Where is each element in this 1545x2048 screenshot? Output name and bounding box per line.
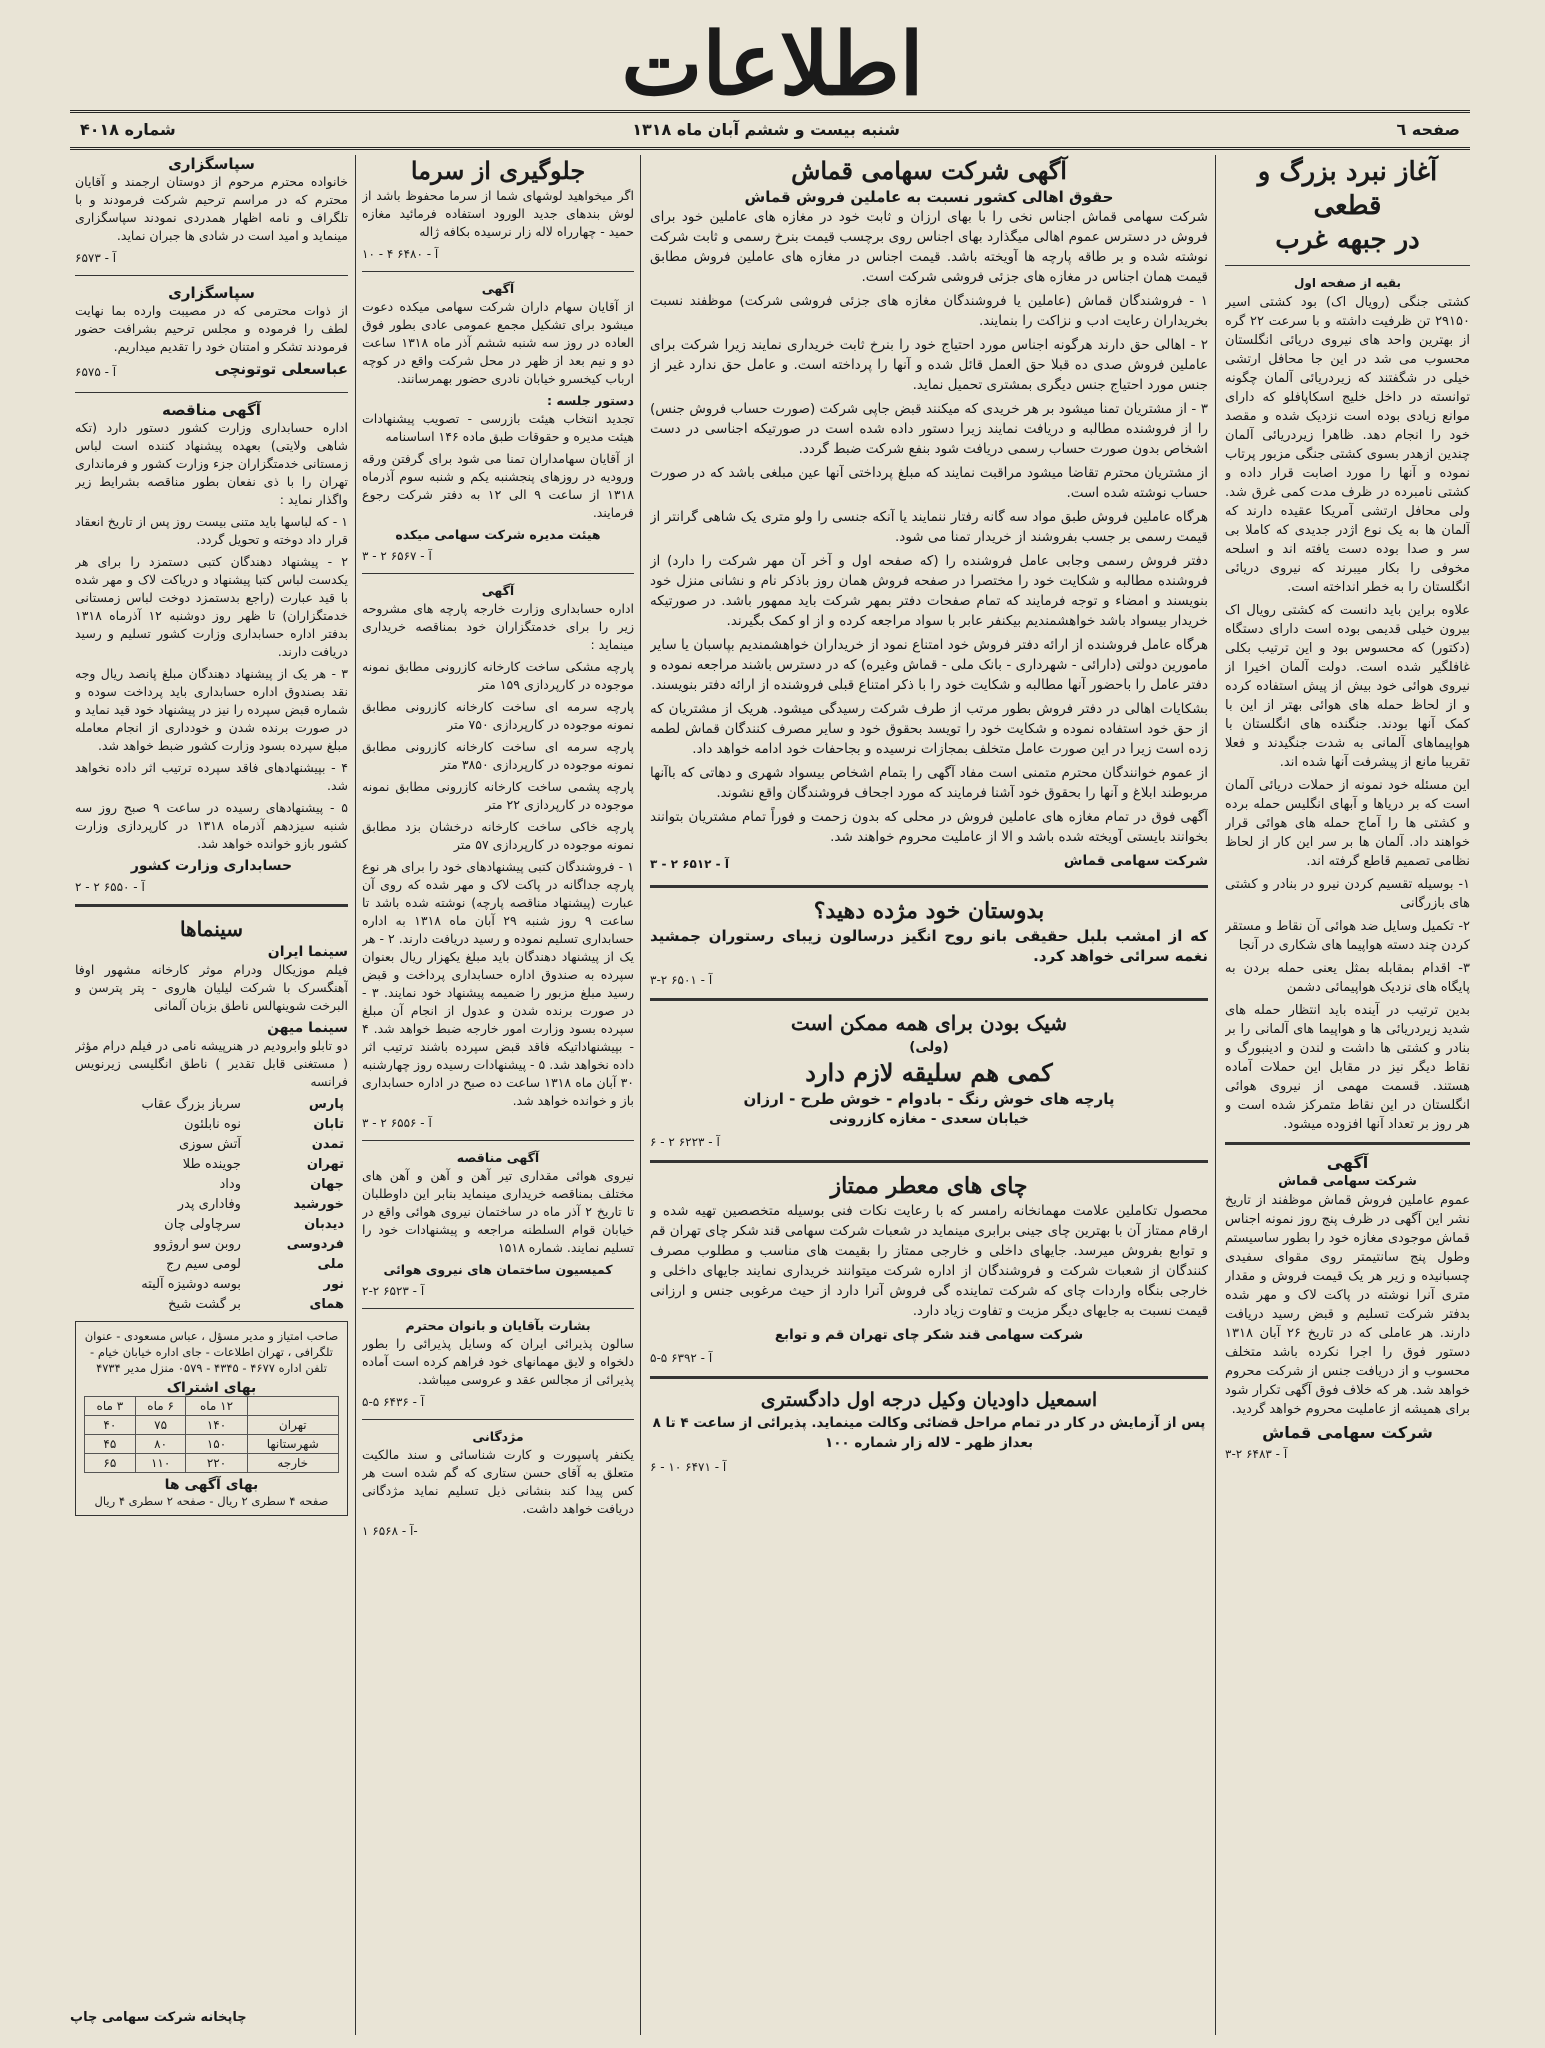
- qumash-item: ۱ - فروشندگان قماش (عاملین یا فروشندگان مغازه های جزئی فروشی شرکت) موظفند نسبت بخریداران رعایت ادب و نزاکت را بنمایند.: [650, 293, 1208, 329]
- cinema-name: ملی: [317, 1257, 344, 1272]
- table-row: [85, 1435, 339, 1454]
- thanks2-ad-body: از ذوات محترمی که در مصیبت وارده بما نهایت لطف را فرموده و مجلس ترحیم بشرافت حضور فرمودند تشکر و امتنان خود را تقدیم میداریم.: [75, 303, 348, 354]
- table-header-row: [85, 1397, 339, 1416]
- qumash-title: آگهی شرکت سهامی قماش: [791, 156, 1067, 185]
- imprint-text: صاحب امتیاز و مدیر مسؤل ، عباس مسعودی - عنوان تلگرافی ، تهران اطلاعات - جای اداره خیابان خیام - تلفن اداره ۴۶۷۷ - ۴۳۴۵ - ۰۵۷۹ منزل مدیر ۴۷۳۴: [84, 1329, 339, 1375]
- table-header: ۱۲ ماه: [186, 1397, 247, 1416]
- tender-item: ۱ - که لباسها باید متنی بیست روز پس از تاریخ انعقاد قرار داد دوخته و تحویل گردد.: [75, 514, 348, 547]
- subscription-table: [84, 1396, 339, 1473]
- fabric-item: پارچه سرمه ای ساخت کارخانه کازرونی مطابق نمونه موجوده در کارپردازی ۷۵۰ متر: [362, 699, 634, 732]
- thanks-ad-body: خانواده محترم مرحوم از دوستان ارجمند و آقایان محترم که در مراسم ترحیم شرکت فرمودند و با تلگراف و نامه اظهار همدردی نمودند سپاسگزاری مینماید و امید است در شادی ها جبران نماید.: [75, 174, 348, 243]
- fabric-ad-body: پارچه های خوش رنگ - بادوام - خوش طرح - ارزان: [743, 1090, 1115, 1108]
- qumash-item: ۲ - اهالی حق دارند هرگونه اجناس مورد احتیاج خود را بنرخ ثابت خریداری نمایند زیرا شرکت برای عاملین فروش صدی ده قبلا حق العمل قائل شده و آنها را پرداخته است. و عامل حق ندارد غیر از جنس مورد احتیاج جنس دیگری بمشتری تحمیل نماید.: [650, 337, 1208, 393]
- tender-item: ۳ - هر یک از پیشنهاد دهندگان مبلغ پانصد ریال وجه نقد بصندوق اداره حسابداری باید پرداخت سوده و شماره قبض سپرده را نیز در پیشنهاد خود قید نماید و در صورت برنده شدن و خودداری از انجام معامله مبلغ سپرده بسود وزارت کشور ضبط خواهد شد.: [75, 666, 348, 753]
- cinema-film: سرچاولی چان: [164, 1217, 241, 1232]
- table-cell: ۸۰: [135, 1435, 186, 1454]
- tender-ad-signature: حسابداری وزارت کشور: [130, 858, 293, 874]
- cinema-name: تهران: [306, 1157, 344, 1172]
- fabric-item: پارچه پشمی ساخت کارخانه کازرونی مطابق نمونه موجوده در کارپردازی ۲۲ متر: [362, 779, 634, 812]
- qumash-paragraph: آگهی فوق در تمام مغازه های عاملین فروش در محلی که بدون زحمت و فوراً تمام مشتریان بتوانند بخوانند بایستی آویخته شده باشد و الا از عاملیت محروم خواهند شد.: [650, 809, 1208, 845]
- thanks2-ad-title: سپاسگزاری: [168, 284, 255, 302]
- cinema-film: نوه نابلئون: [184, 1117, 241, 1132]
- fabric-item: پارچه مشکی ساخت کارخانه کازرونی مطابق نمونه موجوده در کارپردازی ۱۵۹ متر: [362, 659, 634, 692]
- ad-price-body: صفحه ۴ سطری ۲ ریال - صفحه ۲ سطری ۴ ریال: [94, 1494, 329, 1508]
- dateline-bar: [70, 110, 1470, 150]
- issue-number: شماره ۴۰۱۸: [80, 120, 176, 139]
- foreign-ministry-ad-body: اداره حسابداری وزارت خارجه پارچه های مشروحه زیر را برای خدمتگزاران خود بمناقصه خریداری مینماید :: [362, 601, 634, 652]
- continued-note: بقیه از صفحه اول: [1293, 276, 1401, 290]
- tender-item: ۵ - پیشنهادهای رسیده در ساعت ۹ صبح روز سه شنبه سیزدهم آذرماه ۱۳۱۸ در کارپردازی وزارت کشور بازو خوانده خواهد شد.: [75, 800, 348, 851]
- cinemas-title: سینماها: [179, 917, 244, 941]
- war-list-item: ۳- اقدام بمقابله بمثل یعنی حمله بردن به پایگاه های نزدیک هواپیمائی دشمن: [1225, 961, 1470, 995]
- tea-ad-signature: شرکت سهامی قند شکر چای تهران قم و توابع: [774, 1327, 1084, 1343]
- cinema-film: وفاداری پدر: [177, 1197, 241, 1212]
- salon-ad-body: سالون پذیرائی ایران که وسایل پذیرائی را بطور دلخواه و لایق مهمانهای خود فراهم کرده است آماده پذیرائی از مجالس عقد و عروسی میباشد.: [362, 1336, 634, 1387]
- tender-ad-body: اداره حسابداری وزارت کشور دستور دارد (تکه شاهی ولایتی) بعهده پیشنهاد کننده است لباس زمستانی خدمتگزاران جزء وزارت کشور و فرمانداری تهران را با ذی نفعان بطور مناقصه بشرایط زیر واگذار نماید :: [75, 420, 348, 507]
- meeting-agenda: تجدید انتخاب هیئت بازرسی - تصویب پیشنهادات هیئت مدیره و حقوقات طبق ماده ۱۴۶ اساسنامه: [362, 411, 634, 444]
- cinema-name: تمدن: [311, 1137, 344, 1152]
- ad-company: شرکت سهامی قماش: [1278, 1174, 1417, 1189]
- cinema-row: [75, 1115, 348, 1135]
- meeting-agenda-title: دستور جلسه :: [547, 393, 634, 408]
- cinema-name: جهان: [310, 1177, 344, 1192]
- issue-date: شنبه بیست و ششم آبان ماه ۱۳۱۸: [632, 120, 900, 139]
- table-cell: ۴۵: [85, 1435, 136, 1454]
- column-rule: [1215, 155, 1216, 2035]
- fabric-ad-title: شیک بودن برای همه ممکن است: [790, 1011, 1068, 1035]
- war-paragraph: کشتی جنگی (رویال اک) بود کشتی اسیر ۲۹۱۵۰ تن ظرفیت داشته و با سرعت ۲۲ گره از بهترین واحد های نیروی دریائی انگلستان محسوب می شد در این جا محافل ارتشی خیلی در شگفتند که زیردریائی آلمان چگونه توانسته در داخل خلیج اسکاپافلو که دارای موانع زیادی بوده است نزدیک شده و مقصد خود را انجام دهد. ظاهرا زیردریائی آلمان چندین ازهدر بسوی کشتی جنگی مزبور پرتاب نموده و آنها را مورد اصابت قرار داده و کشتی نامبرده در ظرف مدت کمی غرق شد. ولی محافل ارتشی آمریکا عقیده دارند که آلمان ها به یک نوع اژدر جدیدی که کاملا بی سر و صدا بوده دست یافته اند و اسلحه مخوفی را بکار میبرند که نیروی دریائی انگلستان را به خطر انداخته است.: [1225, 295, 1470, 595]
- war-paragraph: بدین ترتیب در آینده باید انتظار حمله های شدید زیردریائی ها و هواپیما های آلمانی را بر بنادر و کشتی ها داشت و لندن و ادینبورگ و نقاط دیگر نیز در مقابل این حملات آماده هستند. قسمت مهمی از نیروی هوائی انگلستان در این نقاط متمرکز شده است و هر روز بر تعداد آنها افزوده میشود.: [1225, 1003, 1470, 1132]
- lawyer-ad-code: آ - ۶۴۷۱ ۱۰ - ۶: [650, 1460, 727, 1474]
- cinema-film: جوینده طلا: [182, 1157, 241, 1172]
- qumash-intro: شرکت سهامی قماش اجناس نخی را با بهای ارزان و ثابت خود در مغازه های عاملین خود برای فروش در دسترس عموم اهالی میگذارد بهای اجناس روی برچسب قیمت بنرخ رسمی و ثابت شرکت نوشته شده و بر طاقه پارچه ها آویخته باشد. قیمت اجناس در مغازه های عاملین فروش مطابق قیمت همان اجناس در مغازه های جزئی فروشی شرکت است.: [650, 209, 1208, 285]
- cinema-row: [75, 1095, 348, 1115]
- foreign-ministry-ad-title: آگهی: [481, 583, 515, 598]
- cinema-film: آتش سوزی: [178, 1137, 241, 1152]
- cinema-row: [75, 1255, 348, 1275]
- tender-item: ۴ - بپیشنهادهای فاقد سپرده ترتیب اثر داده نخواهد شد.: [75, 760, 348, 793]
- meeting-ad-title: آگهی: [481, 281, 515, 296]
- column-rule: [355, 155, 356, 2035]
- tender-ad-code: آ - ۶۵۵۰ ۲ - ۲: [75, 880, 145, 894]
- table-cell: خارجه: [247, 1454, 339, 1473]
- cinema-name: پارس: [308, 1097, 344, 1112]
- meeting-ad-signature: هیئت مدیره شرکت سهامی میکده: [395, 527, 601, 542]
- tea-ad-title: چای های معطر ممتاز: [830, 1173, 1028, 1199]
- imprint-box: [75, 1321, 348, 1516]
- fabric-ad-headline: کمی هم سلیقه لازم دارد: [805, 1058, 1053, 1087]
- cinema-row: [75, 1175, 348, 1195]
- war-paragraph: این مسئله خود نمونه از حملات دریائی آلمان است که بر دریاها و آبهای انگلیس حمله برده و کشتی ها را آماج حمله های هوائی قرار خواهند داد. آلمان ها بر سر این کار از لحاظ نظامی تصمیم قاطع گرفته اند.: [1225, 778, 1470, 869]
- airforce-ad-body: نیروی هوائی مقداری تیر آهن و آهن و آهن های مختلف بمناقصه خریداری مینماید بنابر این داوطلبان تا تاریخ ۲ آذر ماه در ساختمان نیروی هوائی واقع در خیابان قوام السلطنه مراجعه و پیشنهادات خود را تسلیم نمایند. شماره ۱۵۱۸: [362, 1168, 634, 1255]
- cinema-name: دیدبان: [304, 1217, 344, 1232]
- cinema-row: [75, 1295, 348, 1315]
- reward-ad-code: آ - ۶۵۶۸ ۱-: [362, 1524, 418, 1538]
- column-rule: [640, 155, 641, 2035]
- lawyer-ad-title: اسمعیل داودیان وکیل درجه اول دادگستری: [760, 1389, 1098, 1411]
- cinema-row: [75, 1155, 348, 1175]
- qumash-paragraph: از عموم خوانندگان محترم متمنی است مفاد آگهی را بتمام اشخاص بیسواد شهری و دهاتی که باآنها مربوطند ابلاغ و آنها را بحقوق خود آشنا فرمایند که مورد اجحاف فروشندگان واقع نشوند.: [650, 765, 1208, 801]
- page-number: صفحه ٦: [1396, 120, 1460, 139]
- cinema-mihan-body: دو تابلو وابرودیم در هنرپیشه نامی در فیلم درام مؤثر ( مستغنی قابل تقدیر ) ناطق انگلیسی زیرنویس فرانسه: [75, 1038, 348, 1089]
- war-list-item: ۱- بوسیله تقسیم کردن نیرو در بنادر و کشتی های بازرگانی: [1225, 877, 1470, 911]
- ad-title: آگهی: [1326, 1153, 1369, 1172]
- table-cell: ۱۴۰: [186, 1416, 247, 1435]
- cinema-film: سرباز بزرگ عقاب: [141, 1097, 241, 1112]
- cinema-mihan-name: سینما میهن: [267, 1020, 348, 1036]
- qumash-subtitle: حقوق اهالی کشور نسبت به عاملین فروش قماش: [744, 188, 1114, 206]
- table-cell: ۱۵۰: [186, 1435, 247, 1454]
- table-row: [85, 1454, 339, 1473]
- fabric-ad-code: آ - ۶۲۲۳ ۲ - ۶: [650, 1135, 720, 1149]
- table-header: ۳ ماه: [85, 1397, 136, 1416]
- tea-ad-code: آ - ۶۳۹۲ ۵-۵: [650, 1351, 713, 1365]
- qumash-paragraph: دفتر فروش رسمی وجابی عامل فروشنده را (که صفحه اول و آخر آن مهر شرکت را دارد) از فروشنده مطالبه و شکایت خود را مختصرا در صفحه فروش همان روز باذکر نام و نشانی منزل خود بنویسند و امضاء و توجه فرمایند که تمام صفحات دفتر بمهر شرکت باید ممهور باشد. در صورتیکه خریدار بیسواد باشد خواهشمندیم بیکنفر عابر با سواد مراجعه کرده و از او کمک بگیرند.: [650, 553, 1208, 629]
- restaurant-ad-title: بدوستان خود مژده دهید؟: [813, 898, 1045, 924]
- cinema-film: بر گشت شیخ: [168, 1297, 241, 1312]
- table-cell: ۲۲۰: [186, 1454, 247, 1473]
- cinema-list: [75, 1095, 348, 1315]
- fabric-ad-sub: (ولی): [909, 1039, 949, 1055]
- cinema-film: روبن سو اروژوو: [154, 1237, 241, 1252]
- ad-price-title: بهای آگهی ها: [164, 1477, 259, 1493]
- table-cell: ۱۱۰: [135, 1454, 186, 1473]
- cinema-film: وداد: [219, 1177, 241, 1192]
- qumash-paragraph: هرگاه عاملین فروش طبق مواد سه گانه رفتار ننمایند یا آنکه جنسی را ولو متری یک شاهی گرانتر از قیمت رسمی بر جسب بفروشند از خریدار تمنا می شود.: [650, 509, 1208, 545]
- cold-ad-body: اگر میخواهید لوشهای شما از سرما محفوظ باشد از لوش بندهای جدید الورود استفاده فرمائید مغازه حمید - چهارراه لاله زار نرسیده بکافه ژاله: [362, 188, 634, 239]
- qumash-paragraph: بشکایات اهالی در دفتر فروش بطور مرتب از طرف شرکت رسیدگی میشود. هریک از مشتریان که از حق خود استفاده نموده و شکایت خود را تویسد بحقوق خود و سایر مصرف کنندگان قماش لطمه زده است زیرا در این صورت عامل متخلف بمجازات نرسیده و بجاحفات خود ادامه خواهد داد.: [650, 701, 1208, 757]
- table-cell: تهران: [247, 1416, 339, 1435]
- tender-item: ۲ - پیشنهاد دهندگان کتبی دستمزد را برای هر یکدست لباس کتبا پیشنهاد و دریاکت لاک و مهر شده با قید عبارت (راجع بدستمزد دوخت لباس زمستانی خدمتگزاران) تا ظهر روز دوشنبه ۱۲ آذرماه ۱۳۱۸ بدفتر اداره حسابداری وزارت کشور تسلیم و رسید دریافت دارند.: [75, 554, 348, 659]
- ad-code: آ - ۶۴۸۳ ۲-۳: [1225, 1447, 1288, 1461]
- column-notices: [75, 155, 348, 2005]
- meeting-ad-body: از آقایان سهام داران شرکت سهامی میکده دعوت میشود برای تشکیل مجمع عمومی عادی بطور فوق العاده در روز سه شنبه ششم آذر ماه ۱۳۱۸ ساعت دو و نیم بعد از ظهر در محل شرکت واقع در کوچه ارباب کیخسرو خیابان نادری حضور بهمرسانند.: [362, 299, 634, 386]
- cinema-name: فردوسی: [286, 1237, 344, 1252]
- qumash-signature: شرکت سهامی قماش: [1063, 853, 1208, 869]
- fabric-item: پارچه خاکی ساخت کارخانه درخشان بزد مطابق نمونه موجوده در کارپردازی ۵۷ متر: [362, 819, 634, 852]
- qumash-code: آ - ۶۵۱۲ ۲ - ۳: [650, 857, 729, 871]
- meeting-ad-code: آ - ۶۵۶۷ ۲ - ۳: [362, 549, 432, 563]
- foreign-ministry-ad-terms: ۱ - فروشندگان کتبی پیشنهادهای خود را برای هر نوع پارچه جداگانه در پاکت لاک و مهر شده که روی آن عبارت (پیشنهاد مناقصه پارچه) نوشته شده باشد تا ساعت ۹ روز شنبه ۲۹ آبان ماه ۱۳۱۸ به اداره حسابداری تسلیم نموده و رسید دریافت دارند. ۲ - هر یک از پیشنهاد دهندگان باید مبلغ یکهزار ریال بعنوان سپرده به صندوق اداره حسابداری پرداخت و قبض رسید مبلغ مزبور را ضمیمه پیشنهاد خود نمایند. ۳ - در صورت برنده شدن و عدول از انجام آن مبلغ سپرده بسود وزارت امور خارجه ضبط خواهد شد. ۴ - بپیشنهاداتیکه فاقد قبض سپرده باشند ترتیب اثر داده نخواهد شد. ۵ - پیشنهادات رسیده روز چهارشنبه ۳۰ آبان ماه ۱۳۱۸ ساعت ده صبح در اداره حسابداری باز و خوانده خواهد شد.: [362, 859, 634, 1108]
- fabric-ad-address: خیابان سعدی - مغازه کازرونی: [829, 1111, 1029, 1127]
- qumash-paragraph: از مشتریان محترم تقاضا میشود مراقبت نمایند که مبلغ پرداختی آنها عین مبلغی باشد که در صورت حساب نوشته شده است.: [650, 465, 1208, 501]
- war-subheadline: در جبهه غرب: [1275, 225, 1420, 255]
- table-cell: شهرستانها: [247, 1435, 339, 1454]
- cinema-iran-name: سینما ایران: [267, 944, 348, 960]
- airforce-ad-code: آ - ۶۵۲۳ ۲-۲: [362, 1284, 425, 1298]
- masthead-title: اطلاعات: [621, 14, 924, 115]
- printer-line: چاپخانه شرکت سهامی چاپ: [70, 2010, 247, 2025]
- subscription-title: بهای اشتراک: [166, 1380, 257, 1396]
- war-headline: آغاز نبرد بزرگ و قطعی: [1257, 157, 1438, 221]
- table-header: ۶ ماه: [135, 1397, 186, 1416]
- airforce-ad-title: آگهی مناقصه: [456, 1150, 540, 1165]
- thanks-ad-code: آ - ۶۵۷۳: [75, 251, 117, 265]
- ad-signature: شرکت سهامی قماش: [1262, 1423, 1433, 1442]
- war-list-item: ۲- تکمیل وسایل ضد هوائی آن نقاط و مستقر کردن چند دسته هواپیما های شکاری در آنجا: [1225, 919, 1470, 953]
- thanks2-ad-code: آ - ۶۵۷۵: [75, 365, 117, 379]
- cinema-row: [75, 1275, 348, 1295]
- cinema-iran-body: فیلم موزیکال ودرام موثر کارخانه مشهور اوفا آهنگسرک با شرکت لیلیان هاروی - پتر پترسن و البرخت شوینهالس ناطق بزبان آلمانی: [75, 962, 348, 1013]
- qumash-paragraph: هرگاه عامل فروشنده از ارائه دفتر فروش خود امتناع نمود از خریداران خواهشمندیم بپاسبان یا سایر مامورین دولتی (دارائی - شهرداری - بانک ملی - قماش وغیره) که در دسترس باشند مراجعه نموده و دفتر عامل را باحضور آنها مطالبه و شکایت خود را با ذکر امتناع قبلی فروشنده از ارائه دفتر بنویسند.: [650, 637, 1208, 693]
- restaurant-ad-body: که از امشب بلبل حقیقی بانو روح انگیز درسالون زیبای رستوران جمشید نغمه سرائی خواهد کرد.: [650, 927, 1208, 965]
- reward-ad-body: یکنفر پاسپورت و کارت شناسائی و سند مالکیت متعلق به آقای حسن ستاری که گم شده است هر کس پیدا کند بنشانی ذیل تسلیم نماید مژدگانی دریافت خواهد داشت.: [362, 1447, 634, 1516]
- lawyer-ad-body: پس از آزمایش در کار در تمام مراحل قضائی وکالت مینماید. پذیرائی از ساعت ۴ تا ۸ بعداز ظهر - لاله زار شماره ۱۰۰: [652, 1415, 1206, 1451]
- cold-ad-code: آ - ۶۴۸۰ ۴ - ۱۰: [362, 247, 439, 261]
- cinema-row: [75, 1235, 348, 1255]
- table-row: [85, 1416, 339, 1435]
- tea-ad-body: محصول تکاملین علامت مهمانخانه رامسر که با رعایت نکات فنی بوسیله متخصصین تهیه شده و ارقام ممتاز آن با بهترین چای جینی برابری مینماید در شعبات شرکت سهامی قند شکر چای تهران قم و توابع بفروش میرسد. جایهای داخلی و خارجی ممتاز را بقیمت های مناسب و مطلوب مصرف کنندگان از شعبات شرکت و فروشندگان از اداره شرکت میتوانند خریداری نمایند جایهای داخلی و خارجی بنگاه واردات چای که شرکت تماینده گی فروش آنرا دارد از حیث مرغوبی جنس و ارزانی قیمت نسبت به جایهای دیگر مزیت و تفاوت زیاد دارد.: [650, 1203, 1208, 1319]
- restaurant-ad-code: آ - ۶۵۰۱ ۲-۳: [650, 973, 713, 987]
- reward-ad-title: مژدگانی: [472, 1429, 524, 1444]
- cinema-name: نور: [323, 1277, 344, 1292]
- cinema-name: همای: [309, 1297, 344, 1312]
- cinema-row: [75, 1135, 348, 1155]
- tender-ad-title: آگهی مناقصه: [162, 401, 261, 419]
- cold-ad-title: جلوگیری از سرما: [410, 156, 586, 185]
- cinema-film: لومی سیم رج: [166, 1257, 241, 1272]
- table-cell: ۴۰: [85, 1416, 136, 1435]
- salon-ad-code: آ - ۶۴۳۶ ۵-۵: [362, 1395, 425, 1409]
- column-qumash-ad: [650, 155, 1208, 2025]
- thanks-ad-title: سپاسگزاری: [168, 155, 255, 173]
- cinema-film: بوسه دوشیزه آلیته: [141, 1277, 241, 1292]
- foreign-ministry-ad-code: آ - ۶۵۵۶ ۲ - ۳: [362, 1116, 432, 1130]
- salon-ad-title: بشارت بآقایان و بانوان محترم: [405, 1318, 591, 1333]
- war-paragraph: علاوه براین باید دانست که کشتی رویال اک بیرون خیلی قدیمی بوده است دارای دستگاه (دکتور) که محسوس بود و این ترتیب بکلی غافلگیر شده است. دولت آلمان اخیرا از نیروی هوائی خود بیش از پیش استفاده کرده و از لحاظ حمله های هوائی بهتر از این با کمک آنها بودند. جنگنده های انگلستان با هواپیماهای آلمانی به شدت جنگیدند و فعلا تقریبا مانع از پیشرفت آنها شده اند.: [1225, 603, 1470, 770]
- meeting-ad-body2: از آقایان سهامداران تمنا می شود برای گرفتن ورقه ورودیه در روزهای پنجشنبه یکم و شنبه سوم آذرماه ۱۳۱۸ از ساعت ۹ الی ۱۲ به دفتر شرکت رجوع فرمایند.: [362, 451, 634, 520]
- table-cell: ۷۵: [135, 1416, 186, 1435]
- ad-body: عموم عاملین فروش قماش موظفند از تاریخ نشر این آگهی در ظرف پنج روز نمونه اجناس قماش موجودی مغازه خود را بطور ساسیستم وطول پنج سانتیمتر روی مقوای سفیدی چسبانیده و زیر هر یک قیمت فروش و مقدار متری آنرا نوشته در پاکت لاک و مهر شده بدفتر شرکت تسلیم و قبض رسید دریافت دارند. هر عاملی که در تاریخ ۲۶ آبان ۱۳۱۸ دستور فوق را اجرا نکرده باشد متخلف محسوب و از دریافت جنس از شرکت محروم خواهد شد. هر که خلاف فوق آگهی تکرار شود برای همیشه از عاملیت محروم خواهد گردید.: [1225, 1193, 1470, 1417]
- column-war-news: [1225, 155, 1470, 2025]
- cinema-name: تابان: [313, 1117, 344, 1132]
- cinema-name: خورشید: [293, 1197, 344, 1212]
- table-header: [247, 1397, 339, 1416]
- qumash-item: ۳ - از مشتریان تمنا میشود بر هر خریدی که میکنند قبض جاپی شرکت (صورت حساب فروش جنس) را از فروشنده مطالبه و دریافت نمایند زیرا دستور داده شده است در صورتیکه اجناسی در دست اشخاص بدون صورت حساب رسمی دریافت شود بنفع شرکت ضبط گردد.: [650, 401, 1208, 457]
- column-ads-middle: [362, 155, 634, 2025]
- table-cell: ۶۵: [85, 1454, 136, 1473]
- cinema-row: [75, 1215, 348, 1235]
- airforce-ad-signature: کمیسیون ساختمان های نیروی هوائی: [383, 1262, 613, 1277]
- cinema-row: [75, 1195, 348, 1215]
- fabric-item: پارچه سرمه ای ساخت کارخانه کازرونی مطابق نمونه موجوده در کارپردازی ۳۸۵۰ متر: [362, 739, 634, 772]
- thanks2-ad-signature: عباسعلی توتونچی: [214, 360, 348, 378]
